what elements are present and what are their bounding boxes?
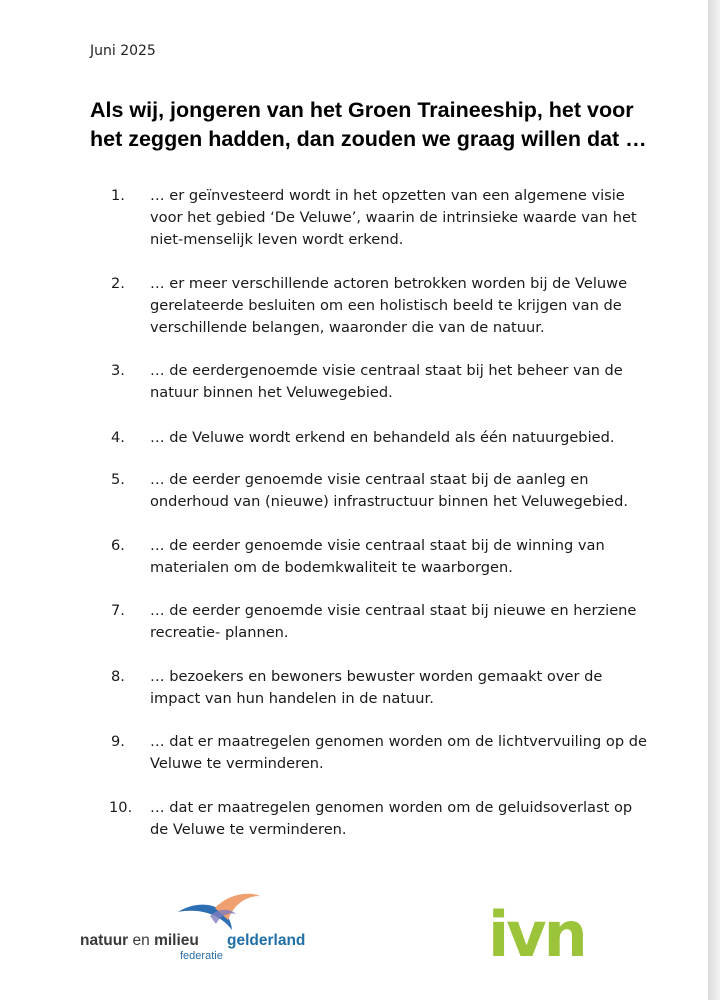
logo-text-federatie: federatie <box>180 950 223 962</box>
list-item-text: … er meer verschillende actoren betrokken worden bij de Veluwe gerelateerde besluiten om een holistisch beeld te krijgen van de verschillende belangen, waaronder die van de natuur. <box>150 275 628 336</box>
list-item-text: … de eerder genoemde visie centraal staat bij de winning van materialen om de bodemkwaliteit te waarborgen. <box>150 537 605 576</box>
list-item-number: 4. <box>111 429 125 446</box>
list-item-number: 7. <box>111 602 125 619</box>
list-item-number: 3. <box>111 362 125 379</box>
logo-text-natuur-en-milieu: natuur en milieu <box>80 932 199 949</box>
list-item-text: … de eerder genoemde visie centraal staat bij nieuwe en herziene recreatie- plannen. <box>150 602 637 641</box>
list-item-text: … de eerder genoemde visie centraal staat bij de aanleg en onderhoud van (nieuwe) infrastructuur binnen het Veluwegebied. <box>150 471 629 510</box>
document-title: Als wij, jongeren van het Groen Traineeship, het voor het zeggen hadden, dan zouden we graag willen dat … <box>90 98 647 151</box>
list-item-number: 8. <box>111 668 125 685</box>
list-item-text: … dat er maatregelen genomen worden om de geluidsoverlast op de Veluwe te verminderen. <box>150 799 633 838</box>
ivn-logo-text: ivn <box>488 898 585 964</box>
natuur-en-milieu-gelderland-logo <box>80 890 320 970</box>
list-item-number: 5. <box>111 471 125 488</box>
list-item-number: 2. <box>111 275 125 292</box>
document-date: Juni 2025 <box>90 43 156 59</box>
list-item-number: 9. <box>111 733 125 750</box>
ivn-logo <box>488 898 604 964</box>
list-item-text: … de eerdergenoemde visie centraal staat bij het beheer van de natuur binnen het Veluwegebied. <box>150 362 623 401</box>
list-item-text: … er geïnvesteerd wordt in het opzetten van een algemene visie voor het gebied ‘De Veluwe’, waarin de intrinsieke waarde van het niet-menselijk leven wordt erkend. <box>150 187 637 248</box>
list-item-number: 1. <box>111 187 125 204</box>
list-item-text: … bezoekers en bewoners bewuster worden gemaakt over de impact van hun handelen in de natuur. <box>150 668 603 707</box>
list-item-number: 6. <box>111 537 125 554</box>
logo-text-gelderland: gelderland <box>227 932 306 949</box>
list-item-text: … de Veluwe wordt erkend en behandeld als één natuurgebied. <box>150 429 615 446</box>
list-item-number: 10. <box>109 799 133 816</box>
list-item-text: … dat er maatregelen genomen worden om de lichtvervuiling op de Veluwe te verminderen. <box>150 733 647 772</box>
page-edge-shadow <box>708 0 720 1000</box>
